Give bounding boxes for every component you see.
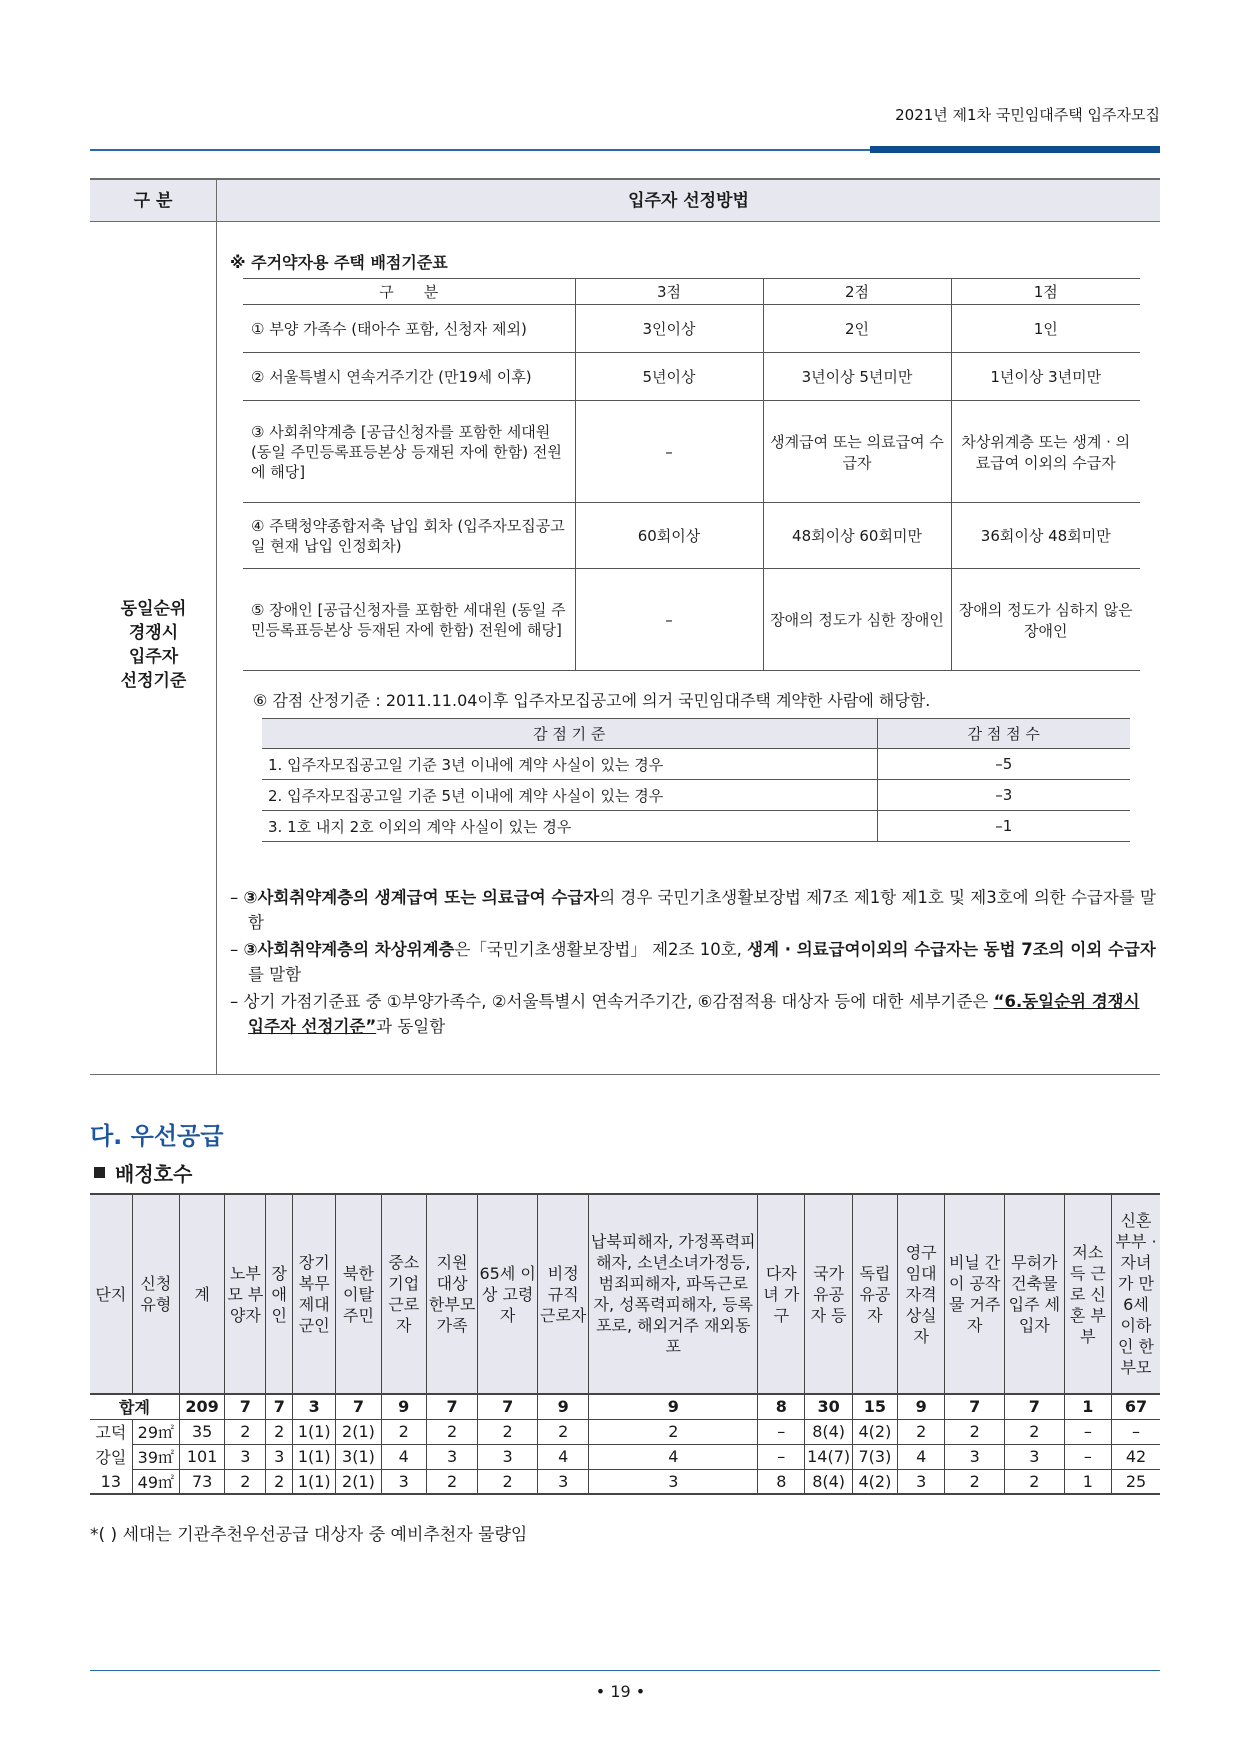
header-accent-bar [870, 146, 1160, 153]
outer-left-column [90, 222, 217, 1074]
table-row: ② 서울특별시 연속거주기간 (만19세 이후) 5년이상 3년이상 5년미만 1년이상 3년미만 [243, 353, 1140, 401]
alloc-header: 무허가 건축물 입주 세입자 [1005, 1194, 1065, 1394]
notes-list [230, 885, 1160, 1041]
alloc-header: 신청 유형 [132, 1194, 179, 1394]
table-row: 2. 입주자모집공고일 기준 5년 이내에 계약 사실이 있는 경우 –3 [262, 780, 1130, 811]
alloc-header: 독립 유공자 [852, 1194, 897, 1394]
alloc-header: 신혼 부부 · 자녀가 만6세 이하인 한부모 [1112, 1194, 1161, 1394]
alloc-header: 65세 이상 고령자 [478, 1194, 538, 1394]
outer-table-header [90, 178, 1160, 222]
note-item: – 상기 가점기준표 중 ①부양가족수, ②서울특별시 연속거주기간, ⑥감점적용 대상자 등에 대한 세부기준은 “6.동일순위 경쟁시 입주자 선정기준”과 동일함 [230, 992, 1140, 1036]
footnote: *( ) 세대는 기관추천우선공급 대상자 중 예비추천자 물량임 [90, 1525, 528, 1545]
page-number: • 19 • [595, 1682, 646, 1701]
scoring-table-title: ※ 주거약자용 주택 배점기준표 [230, 253, 448, 272]
table-row: ⑤ 장애인 [공급신청자를 포함한 세대원 (동일 주민등록표등본상 등재된 자에 한함) 전원에 해당] – 장애의 정도가 심한 장애인 장애의 정도가 심하지 않은 장애인 [243, 569, 1140, 671]
scoring-header-2: 2점 [763, 279, 951, 305]
alloc-header: 중소 기업 근로자 [381, 1194, 426, 1394]
alloc-header: 단지 [90, 1194, 132, 1394]
table-row: ④ 주택청약종합저축 납입 회차 (입주자모집공고일 현재 납입 인정회차) 60회이상 48회이상 60회미만 36회이상 48회미만 [243, 503, 1140, 569]
table-row: 3. 1호 내지 2호 이외의 계약 사실이 있는 경우 –1 [262, 811, 1130, 842]
table-row: 13 49㎡ 73 2 2 1(1) 2(1) 3 2 2 3 3 8 8(4) 4(2) 3 2 2 1 25 [90, 1469, 1160, 1494]
section-title: 다. 우선공급 [90, 1122, 224, 1150]
table-row: 1. 입주자모집공고일 기준 3년 이내에 계약 사실이 있는 경우 –5 [262, 749, 1130, 780]
alloc-header: 영구 임대 자격 상실자 [898, 1194, 945, 1394]
allocation-table [90, 1193, 1160, 1495]
alloc-header: 비정 규직 근로자 [537, 1194, 588, 1394]
alloc-header: 장기 복무 제대 군인 [293, 1194, 336, 1394]
deduction-note: ⑥ 감점 산정기준 : 2011.11.04이후 입주자모집공고에 의거 국민임대주택 계약한 사람에 해당함. [253, 691, 931, 710]
deduction-table [262, 718, 1130, 842]
scoring-header-item: 구 분 [243, 279, 575, 305]
alloc-header: 지원 대상 한부모 가족 [426, 1194, 477, 1394]
table-row: ③ 사회취약계층 [공급신청자를 포함한 세대원 (동일 주민등록표등본상 등재된 자에 한함) 전원에 해당] – 생계급여 또는 의료급여 수급자 차상위계층 또는 생계 · 의료급여 이외의 수급자 [243, 401, 1140, 503]
deduction-header-score: 감 점 점 수 [877, 719, 1130, 749]
sub-section-title: 배정호수 [94, 1158, 192, 1187]
table-row: 강일 39㎡ 101 3 3 1(1) 3(1) 4 3 3 4 4 – 14(7) 7(3) 4 3 3 – 42 [90, 1444, 1160, 1469]
alloc-header: 국가 유공자 등 [805, 1194, 852, 1394]
footer-rule [90, 1670, 1160, 1671]
outer-table-bottom-rule [90, 1074, 1160, 1075]
alloc-header: 납북피해자, 가정폭력피해자, 소년소녀가정등, 범죄피해자, 파독근로자, 성폭력피해자, 등록포로, 해외거주 재외동포 [589, 1194, 758, 1394]
alloc-header: 다자녀 가구 [758, 1194, 805, 1394]
outer-col2-header: 입주자 선정방법 [628, 191, 749, 211]
alloc-header: 비닐 간이 공작물 거주자 [945, 1194, 1005, 1394]
scoring-header-1: 1점 [951, 279, 1140, 305]
document-header-title: 2021년 제1차 국민임대주택 입주자모집 [895, 106, 1160, 124]
alloc-header: 장애인 [266, 1194, 293, 1394]
alloc-header: 북한 이탈 주민 [336, 1194, 381, 1394]
note-item: – ③사회취약계층의 차상위계층은「국민기초생활보장법」 제2조 10호, 생계 · 의료급여이외의 수급자는 동법 7조의 이외 수급자를 말함 [230, 940, 1156, 984]
total-row: 합계 209 7 7 3 7 9 7 7 9 9 8 30 15 9 7 7 1 67 [90, 1394, 1160, 1419]
outer-col1-header: 구 분 [90, 180, 217, 222]
alloc-header: 계 [179, 1194, 224, 1394]
deduction-header-criterion: 감 점 기 준 [262, 719, 877, 749]
alloc-header: 저소득 근로 신혼 부부 [1064, 1194, 1111, 1394]
left-category-label: 동일순위 경쟁시 입주자 선정기준 [120, 599, 187, 691]
square-bullet-icon [94, 1167, 105, 1178]
scoring-header-3: 3점 [575, 279, 763, 305]
table-row: ① 부양 가족수 (태아수 포함, 신청자 제외) 3인이상 2인 1인 [243, 305, 1140, 353]
alloc-header: 노부모 부양자 [225, 1194, 266, 1394]
table-row: 고덕 29㎡ 35 2 2 1(1) 2(1) 2 2 2 2 2 – 8(4) 4(2) 2 2 2 – – [90, 1419, 1160, 1444]
note-item: – ③사회취약계층의 생계급여 또는 의료급여 수급자의 경우 국민기초생활보장법 제7조 제1항 제1호 및 제3호에 의한 수급자를 말함 [230, 888, 1156, 932]
scoring-table [243, 278, 1140, 671]
